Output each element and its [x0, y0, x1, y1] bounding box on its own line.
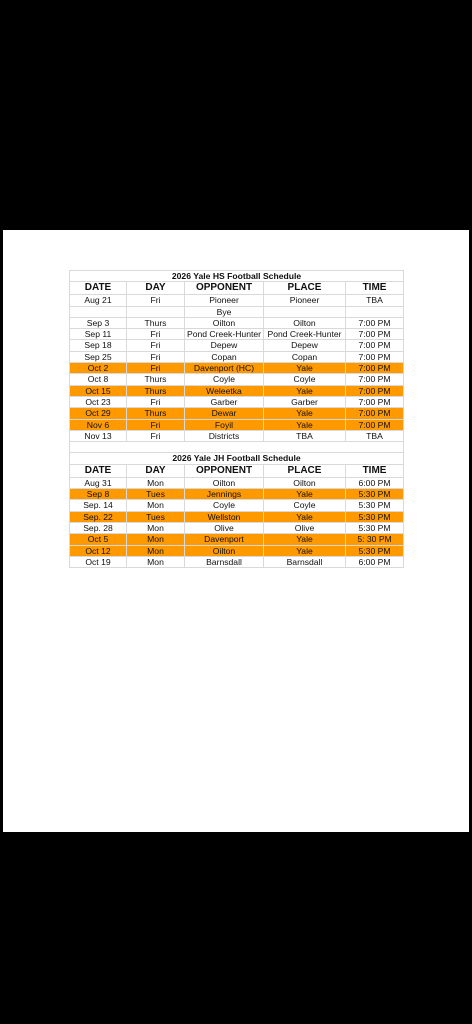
hs-table-row	[70, 396, 404, 407]
hs-cell-day: Fri	[127, 295, 185, 306]
hs-cell-day: Fri	[127, 329, 185, 340]
hs-cell-time: 7:00 PM	[346, 408, 404, 419]
hs-cell-date: Aug 21	[70, 295, 127, 306]
jh-cell-day: Mon	[127, 522, 185, 533]
jh-cell-place: Barnsdall	[264, 556, 346, 567]
jh-cell-time: 5: 30 PM	[346, 534, 404, 545]
jh-table-row	[70, 556, 404, 567]
hs-cell-place: Yale	[264, 385, 346, 396]
jh-cell-day: Mon	[127, 534, 185, 545]
hs-cell-day: Thurs	[127, 385, 185, 396]
hs-table-row	[70, 329, 404, 340]
hs-table-row	[70, 306, 404, 317]
hs-cell-day: Fri	[127, 396, 185, 407]
schedule-sheet	[69, 270, 403, 568]
hs-header-opponent: OPPONENT	[185, 282, 264, 295]
hs-table-row	[70, 385, 404, 396]
jh-table-row	[70, 477, 404, 488]
hs-cell-day: Fri	[127, 419, 185, 430]
hs-cell-opponent: Foyil	[185, 419, 264, 430]
jh-cell-date: Sep. 28	[70, 522, 127, 533]
hs-cell-place: Yale	[264, 419, 346, 430]
hs-cell-time	[346, 306, 404, 317]
hs-cell-date: Oct 15	[70, 385, 127, 396]
hs-cell-time: 7:00 PM	[346, 374, 404, 385]
jh-cell-day: Mon	[127, 477, 185, 488]
hs-title: 2026 Yale HS Football Schedule	[70, 271, 404, 282]
hs-cell-date: Oct 8	[70, 374, 127, 385]
hs-cell-place: Garber	[264, 396, 346, 407]
hs-cell-opponent: Pond Creek-Hunter	[185, 329, 264, 340]
hs-cell-date: Nov 6	[70, 419, 127, 430]
jh-cell-day: Mon	[127, 556, 185, 567]
hs-cell-opponent: Davenport (HC)	[185, 363, 264, 374]
jh-title-row	[70, 453, 404, 464]
hs-cell-day	[127, 306, 185, 317]
jh-cell-day: Tues	[127, 511, 185, 522]
hs-cell-date: Sep 3	[70, 317, 127, 328]
jh-cell-time: 5:30 PM	[346, 489, 404, 500]
hs-cell-opponent: Districts	[185, 430, 264, 441]
hs-cell-date	[70, 306, 127, 317]
hs-header-date: DATE	[70, 282, 127, 295]
jh-cell-place: Oilton	[264, 477, 346, 488]
hs-cell-time: 7:00 PM	[346, 329, 404, 340]
hs-cell-day: Fri	[127, 351, 185, 362]
hs-title-row	[70, 271, 404, 282]
hs-cell-place	[264, 306, 346, 317]
hs-header-day: DAY	[127, 282, 185, 295]
hs-cell-date: Oct 29	[70, 408, 127, 419]
hs-table-row	[70, 363, 404, 374]
jh-cell-opponent: Olive	[185, 522, 264, 533]
jh-cell-opponent: Oilton	[185, 545, 264, 556]
jh-cell-place: Coyle	[264, 500, 346, 511]
hs-cell-time: TBA	[346, 295, 404, 306]
hs-cell-date: Sep 11	[70, 329, 127, 340]
jh-cell-date: Sep. 14	[70, 500, 127, 511]
hs-cell-date: Sep 25	[70, 351, 127, 362]
hs-cell-opponent: Bye	[185, 306, 264, 317]
jh-table-row	[70, 534, 404, 545]
jh-cell-time: 5:30 PM	[346, 522, 404, 533]
hs-cell-opponent: Garber	[185, 396, 264, 407]
hs-cell-place: Pioneer	[264, 295, 346, 306]
hs-table-row	[70, 430, 404, 441]
hs-cell-time: TBA	[346, 430, 404, 441]
hs-cell-opponent: Oilton	[185, 317, 264, 328]
jh-cell-opponent: Oilton	[185, 477, 264, 488]
hs-header-row	[70, 282, 404, 295]
jh-cell-opponent: Coyle	[185, 500, 264, 511]
hs-table-row	[70, 408, 404, 419]
jh-header-place: PLACE	[264, 464, 346, 477]
hs-cell-place: Coyle	[264, 374, 346, 385]
hs-cell-time: 7:00 PM	[346, 351, 404, 362]
section-spacer	[70, 442, 404, 453]
jh-title: 2026 Yale JH Football Schedule	[70, 453, 404, 464]
hs-cell-day: Thurs	[127, 408, 185, 419]
hs-cell-place: Depew	[264, 340, 346, 351]
jh-cell-date: Aug 31	[70, 477, 127, 488]
hs-header-time: TIME	[346, 282, 404, 295]
hs-cell-opponent: Coyle	[185, 374, 264, 385]
jh-cell-opponent: Davenport	[185, 534, 264, 545]
spacer-row	[70, 442, 404, 453]
jh-cell-date: Oct 5	[70, 534, 127, 545]
jh-table-row	[70, 500, 404, 511]
jh-cell-date: Oct 12	[70, 545, 127, 556]
hs-cell-place: TBA	[264, 430, 346, 441]
jh-cell-place: Yale	[264, 534, 346, 545]
jh-cell-date: Sep 8	[70, 489, 127, 500]
jh-table-row	[70, 489, 404, 500]
jh-header-day: DAY	[127, 464, 185, 477]
hs-table-row	[70, 374, 404, 385]
hs-cell-time: 7:00 PM	[346, 396, 404, 407]
jh-schedule	[70, 453, 404, 568]
hs-cell-opponent: Copan	[185, 351, 264, 362]
document-page	[3, 230, 469, 832]
jh-cell-opponent: Barnsdall	[185, 556, 264, 567]
jh-cell-opponent: Jennings	[185, 489, 264, 500]
hs-cell-day: Fri	[127, 340, 185, 351]
jh-table-row	[70, 522, 404, 533]
jh-header-row	[70, 464, 404, 477]
hs-cell-place: Yale	[264, 363, 346, 374]
hs-cell-place: Oilton	[264, 317, 346, 328]
hs-cell-place: Copan	[264, 351, 346, 362]
hs-schedule	[70, 271, 404, 442]
schedule-table	[69, 270, 404, 568]
hs-cell-opponent: Depew	[185, 340, 264, 351]
hs-table-row	[70, 419, 404, 430]
hs-table-row	[70, 295, 404, 306]
hs-cell-time: 7:00 PM	[346, 419, 404, 430]
hs-header-place: PLACE	[264, 282, 346, 295]
jh-cell-day: Tues	[127, 489, 185, 500]
hs-cell-date: Oct 2	[70, 363, 127, 374]
jh-cell-place: Olive	[264, 522, 346, 533]
hs-cell-day: Thurs	[127, 374, 185, 385]
jh-table-row	[70, 511, 404, 522]
jh-header-opponent: OPPONENT	[185, 464, 264, 477]
hs-cell-day: Fri	[127, 430, 185, 441]
hs-table-row	[70, 351, 404, 362]
hs-cell-day: Thurs	[127, 317, 185, 328]
jh-cell-date: Oct 19	[70, 556, 127, 567]
hs-cell-time: 7:00 PM	[346, 363, 404, 374]
jh-cell-time: 6:00 PM	[346, 556, 404, 567]
jh-cell-day: Mon	[127, 500, 185, 511]
hs-cell-time: 7:00 PM	[346, 385, 404, 396]
jh-cell-time: 5:30 PM	[346, 511, 404, 522]
hs-cell-date: Sep 18	[70, 340, 127, 351]
hs-cell-opponent: Pioneer	[185, 295, 264, 306]
jh-cell-place: Yale	[264, 489, 346, 500]
hs-table-row	[70, 317, 404, 328]
hs-cell-time: 7:00 PM	[346, 340, 404, 351]
hs-cell-time: 7:00 PM	[346, 317, 404, 328]
jh-table-row	[70, 545, 404, 556]
hs-cell-place: Pond Creek-Hunter	[264, 329, 346, 340]
hs-cell-opponent: Dewar	[185, 408, 264, 419]
jh-cell-time: 5:30 PM	[346, 545, 404, 556]
jh-cell-date: Sep. 22	[70, 511, 127, 522]
hs-cell-date: Nov 13	[70, 430, 127, 441]
jh-cell-time: 5:30 PM	[346, 500, 404, 511]
hs-cell-opponent: Weleetka	[185, 385, 264, 396]
jh-cell-day: Mon	[127, 545, 185, 556]
jh-cell-time: 6:00 PM	[346, 477, 404, 488]
hs-table-row	[70, 340, 404, 351]
jh-header-time: TIME	[346, 464, 404, 477]
jh-cell-opponent: Wellston	[185, 511, 264, 522]
jh-cell-place: Yale	[264, 545, 346, 556]
hs-cell-day: Fri	[127, 363, 185, 374]
spacer-cell	[70, 442, 404, 453]
jh-header-date: DATE	[70, 464, 127, 477]
hs-cell-place: Yale	[264, 408, 346, 419]
jh-cell-place: Yale	[264, 511, 346, 522]
hs-cell-date: Oct 23	[70, 396, 127, 407]
